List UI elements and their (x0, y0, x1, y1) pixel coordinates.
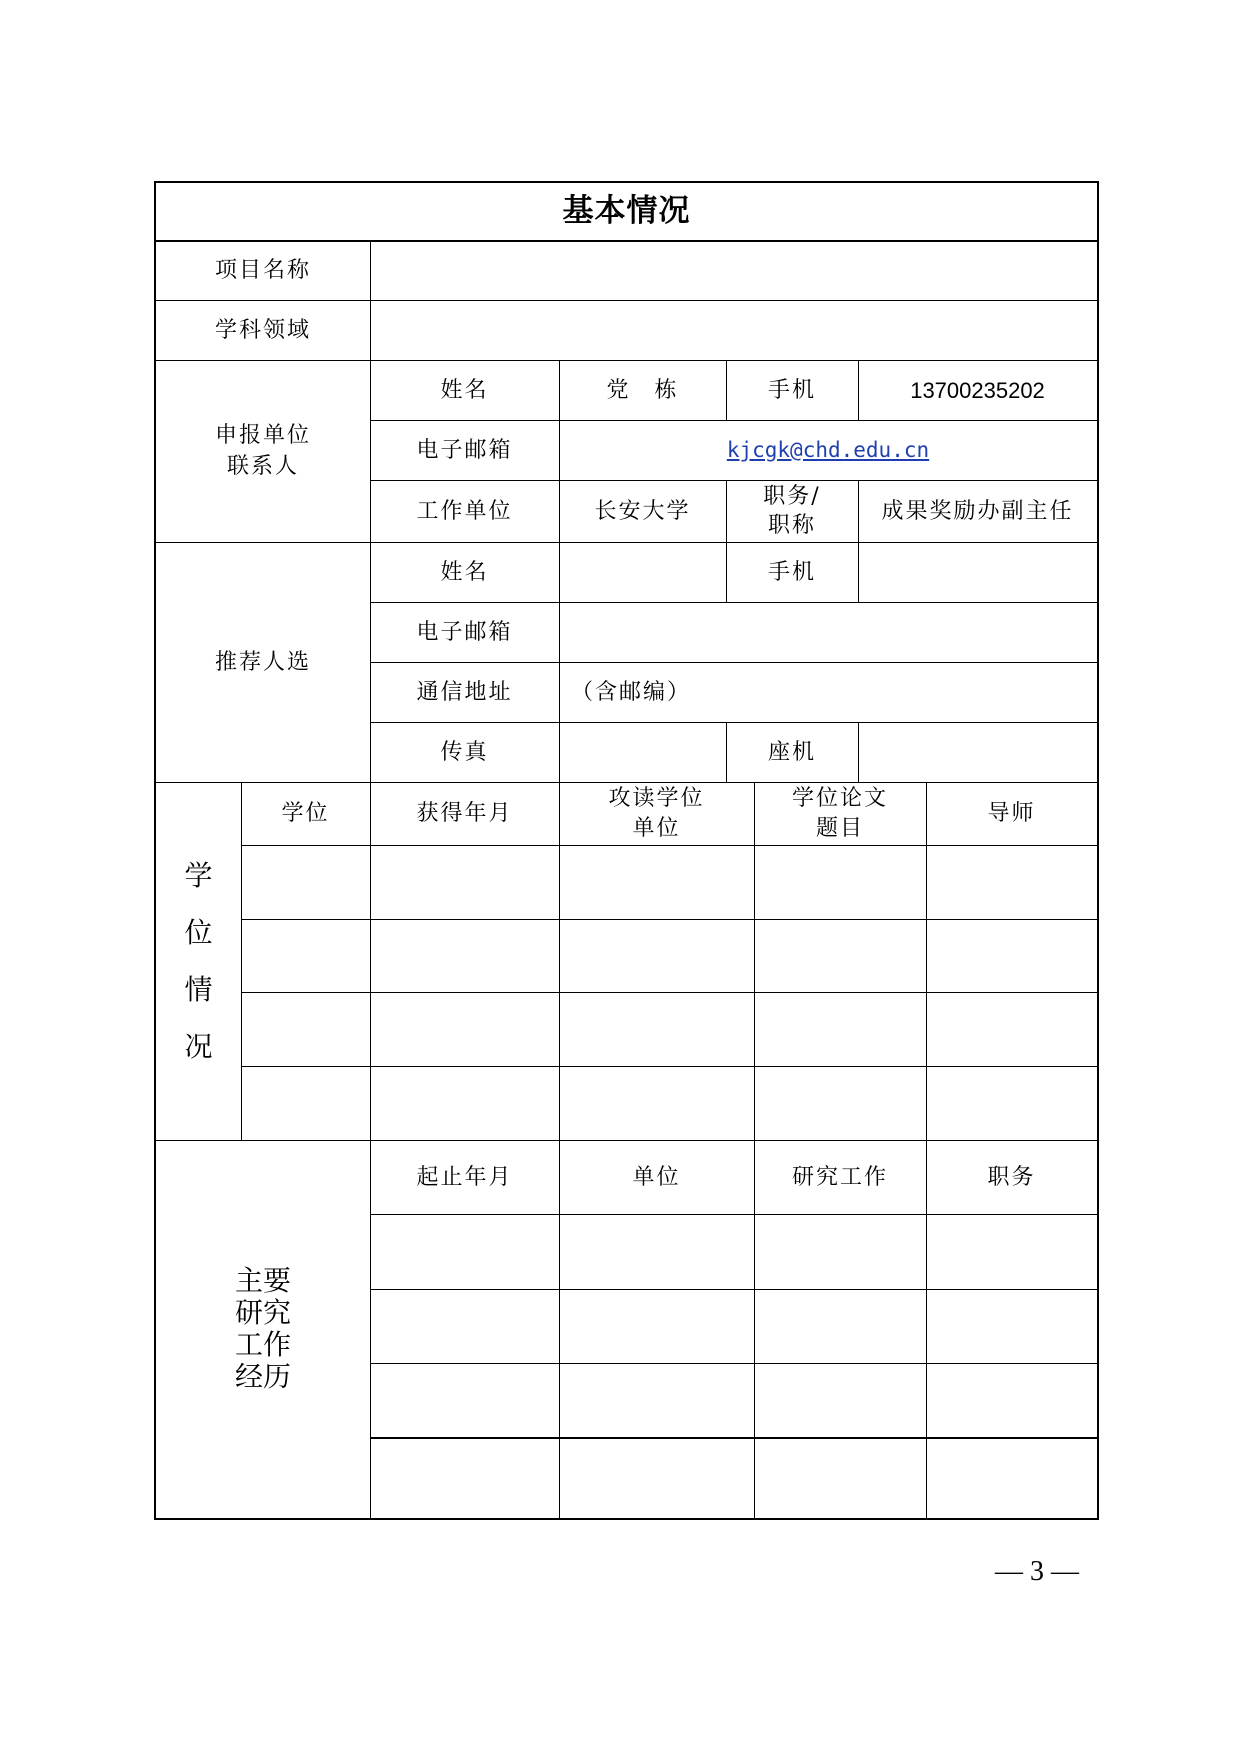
page-number: — 3 — (995, 1556, 1079, 1587)
contact-work-unit-label: 工作单位 (416, 498, 513, 524)
project-name-field[interactable] (370, 240, 1097, 300)
degree-header-unit: 攻读学位 单位 (608, 785, 705, 841)
contact-position-value[interactable]: 成果奖励办副主任 (881, 498, 1074, 524)
nominee-address-field[interactable] (559, 662, 1097, 722)
address-hint: （含邮编） (571, 679, 692, 705)
discipline-field[interactable] (370, 300, 1097, 360)
research-header-period: 起止年月 (416, 1164, 513, 1190)
research-label-line: 研究 (234, 1296, 291, 1329)
rule (370, 1363, 1097, 1364)
research-header-position: 职务 (987, 1164, 1036, 1190)
contact-label-line1: 申报单位 (214, 423, 311, 448)
contact-position-label (726, 480, 858, 542)
research-header-unit: 单位 (632, 1164, 681, 1190)
contact-label-line2: 联系人 (226, 454, 299, 479)
discipline-label: 学科领域 (214, 317, 311, 343)
project-name-label: 项目名称 (214, 257, 311, 283)
degree-header-thesis: 学位论文 题目 (791, 785, 888, 841)
rule (370, 1289, 1097, 1290)
degree-char: 学 (184, 859, 213, 892)
degree-header-degree: 学位 (281, 801, 330, 826)
degree-char: 况 (184, 1030, 213, 1063)
nominee-landline-field[interactable] (858, 722, 1097, 782)
nominee-name-label: 姓名 (440, 559, 489, 585)
position-label-line1: 职务/ (763, 484, 821, 509)
contact-phone-value[interactable]: 13700235202 (910, 377, 1045, 403)
nominee-section-label: 推荐人选 (214, 649, 311, 675)
research-label-line: 工作 (234, 1328, 291, 1361)
contact-name-value[interactable]: 党 栋 (606, 377, 679, 403)
nominee-fax-label: 传真 (440, 739, 489, 765)
research-section-label (156, 1140, 370, 1518)
contact-name-label: 姓名 (440, 377, 489, 403)
research-label-line: 主要 (234, 1264, 291, 1297)
degree-section-label (156, 782, 241, 1140)
contact-section-label (156, 360, 370, 542)
research-label-line: 经历 (234, 1360, 291, 1393)
contact-phone-label: 手机 (767, 377, 816, 403)
rule (370, 1437, 1097, 1439)
form-title: 基本情况 (562, 193, 691, 229)
contact-work-unit-value[interactable]: 长安大学 (594, 498, 691, 524)
basic-info-form (154, 181, 1099, 1520)
nominee-fax-field[interactable] (559, 722, 726, 782)
nominee-landline-label: 座机 (767, 739, 816, 765)
nominee-name-field[interactable] (559, 542, 726, 602)
degree-char: 位 (184, 916, 213, 949)
position-label-line2: 职称 (767, 513, 816, 538)
nominee-email-field[interactable] (559, 602, 1097, 662)
degree-header-advisor: 导师 (987, 801, 1036, 826)
nominee-phone-label: 手机 (767, 559, 816, 585)
nominee-email-label: 电子邮箱 (416, 619, 513, 645)
nominee-phone-field[interactable] (858, 542, 1097, 602)
degree-char: 情 (184, 973, 213, 1006)
rule (370, 1214, 1097, 1215)
contact-email-link[interactable]: kjcgk@chd.edu.cn (726, 437, 930, 462)
research-header-work: 研究工作 (791, 1164, 888, 1190)
contact-email-label: 电子邮箱 (416, 437, 513, 463)
degree-header-date: 获得年月 (416, 801, 513, 826)
nominee-address-label: 通信地址 (416, 679, 513, 705)
